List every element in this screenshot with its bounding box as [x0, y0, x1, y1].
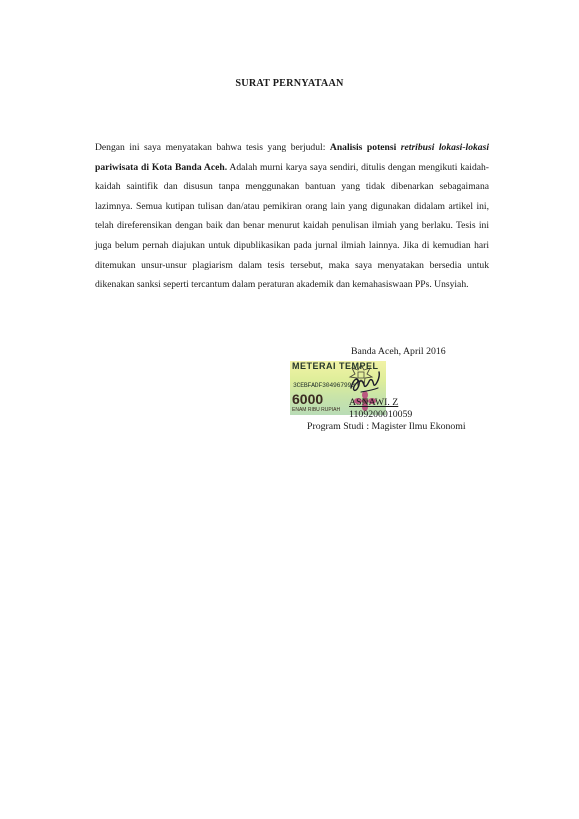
signature-mark — [347, 366, 387, 398]
study-program: Program Studi : Magister Ilmu Ekonomi — [307, 421, 466, 432]
signer-id-number: 1109200010059 — [349, 409, 413, 420]
stamp-code: 3CEBFADF304967993 — [293, 382, 355, 389]
stamp-value: 6000 — [292, 391, 324, 407]
thesis-title-part-3: pariwisata di Kota Banda Aceh. — [95, 161, 228, 173]
signer-name: ASNAWI. Z — [349, 397, 399, 408]
document-title: SURAT PERNYATAAN — [235, 78, 344, 89]
statement-paragraph — [95, 138, 489, 295]
stamp-value-words: ENAM RIBU RUPIAH — [292, 407, 341, 413]
statement-body: Adalah murni karya saya sendiri, ditulis dengan mengikuti kaidah-kaidah saintifik dan disusun tanpa menggunakan bantuan yang tidak dibenarkan sebagaimana lazimnya. Semua kutipan tulisan dan/atau pemikiran orang lain yang digunakan didalam artikel ini, telah direferensikan dengan baik dan benar menurut kaidah penulisan ilmiah yang berlaku. Tesis ini juga belum pernah diajukan untuk dipublikasikan pada jurnal ilmiah lainnya. Jika di kemudian hari ditemukan unsur-unsur plagiarism dalam tesis tersebut, maka saya menyatakan bersedia untuk dikenakan sanksi seperti tercantum dalam peraturan akademik dan kemahasiswaan PPs. Unsyiah. — [95, 161, 489, 291]
thesis-title-part-2: retribusi lokasi-lokasi — [400, 142, 489, 153]
statement-intro: Dengan ini saya menyatakan bahwa tesis yang berjudul: — [95, 142, 330, 153]
stamp-label: METERAI TEMPEL — [292, 361, 379, 371]
thesis-title-part-1: Analisis potensi — [329, 142, 401, 153]
city-date: Banda Aceh, April 2016 — [351, 346, 446, 357]
